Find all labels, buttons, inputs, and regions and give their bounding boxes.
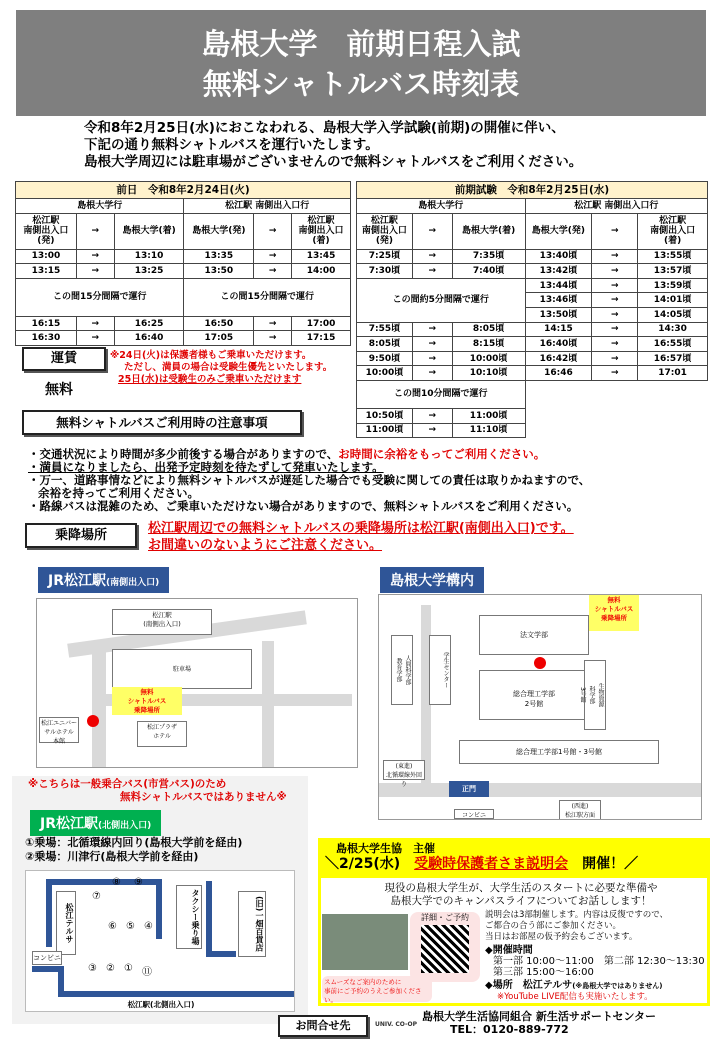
table-row: [357, 278, 708, 293]
text: (北側出入口): [98, 821, 152, 831]
text: 16:40頃: [525, 337, 592, 352]
page-header: [16, 10, 706, 116]
department-store: (旧)一畑百貨店: [238, 891, 266, 957]
table-row: [16, 264, 351, 279]
text: 16:42頃: [525, 351, 592, 366]
shuttle-stop-marker-icon: [534, 657, 546, 669]
text: 13:59頃: [638, 278, 708, 293]
fare-notes: [110, 350, 332, 386]
text: 13:35: [184, 249, 254, 264]
table-row: [357, 249, 708, 264]
text: →: [412, 423, 452, 438]
table-header: 松江駅 南側出入口行: [525, 199, 707, 214]
main-gate: 正門: [449, 781, 489, 797]
text: 13:46頃: [525, 293, 592, 308]
interval-note: この間約5分間隔で運行: [357, 278, 526, 322]
intro-line: 令和8年2月25日(水)におこなわれる、島根大学入学試験(前期)の開催に伴い、: [84, 120, 565, 136]
stop-number: ③: [88, 963, 97, 974]
text: ・万一、道路事情などにより無料シャトルバスが遅延した場合でも受験に関しての責任は取りかねますので、: [28, 473, 591, 487]
text: 13:57頃: [638, 264, 708, 279]
convenience-store: コンビニ: [454, 809, 494, 819]
text: 13:55頃: [638, 249, 708, 264]
text: →: [76, 249, 114, 264]
text: 13:10: [114, 249, 184, 264]
text: →: [412, 408, 452, 423]
intro-line: 島根大学周辺には駐車場がございませんので無料シャトルバスをご利用ください。: [84, 154, 583, 170]
timetable-exam-day: [356, 181, 708, 438]
text: ※こちらは一般乗合バス(市営バス)のため: [28, 778, 227, 790]
interval-note: この間15分間隔で運行: [16, 278, 184, 316]
col-header: 島根大学(発): [184, 213, 254, 249]
col-header: 島根大学(発): [525, 213, 592, 249]
coop-logo: UNIV. CO-OP: [375, 1021, 417, 1028]
text: 7:30頃: [357, 264, 413, 279]
text: お時間に余裕をもってご利用ください。: [338, 447, 546, 461]
taxi-stand: タクシー乗り場: [176, 885, 202, 949]
hotel: 松江プラザ ホテル: [137, 721, 187, 747]
col-header: →: [254, 213, 292, 249]
text: 現役の島根大学生が、大学生活のスタートに必要な準備や: [384, 882, 658, 894]
text: 14:00: [292, 264, 351, 279]
text: 16:30: [16, 331, 77, 346]
text: 16:57頃: [638, 351, 708, 366]
text: →: [76, 264, 114, 279]
stop-number: ①: [124, 963, 133, 974]
text: ※24日(火)は保護者様もご乗車いただけます。: [110, 350, 312, 361]
text: 10:00頃: [452, 351, 525, 366]
text: ご都合の合う部にご参加ください。: [485, 921, 622, 931]
contact-tel: TEL：0120-889-772: [450, 1023, 569, 1036]
qr-code-icon[interactable]: [421, 925, 469, 973]
col-header: →: [76, 213, 114, 249]
text: 17:05: [184, 331, 254, 346]
table-row: [16, 249, 351, 264]
text: 16:15: [16, 316, 77, 331]
text: 第一部 10:00～11:00 第二部 12:30～13:30: [493, 956, 705, 967]
text: JR松江駅: [48, 573, 106, 589]
text: 開催！／: [582, 856, 639, 872]
col-header: 松江駅 南側出入口 (発): [357, 213, 413, 249]
hotel: 松江ユニバー サルホテル 本館: [39, 717, 79, 743]
table-cell: [525, 423, 707, 438]
col-header: 松江駅 南側出入口 (着): [292, 213, 351, 249]
shuttle-stop-label: 無料 シャトルバス 乗降場所: [589, 595, 639, 631]
text: 8:05頃: [357, 337, 413, 352]
interval-note: この間15分間隔で運行: [184, 278, 351, 316]
text: お間違いのないようにご注意ください。: [148, 538, 383, 553]
table-row: [357, 264, 708, 279]
stop-label: 乗降場所: [25, 523, 137, 548]
qr-label: 詳細・ご予約: [421, 913, 469, 922]
text: 島根大学生協: [336, 842, 402, 855]
text: 14:05頃: [638, 307, 708, 322]
text: 8:15頃: [452, 337, 525, 352]
shuttle-stop-label: 無料 シャトルバス 乗降場所: [112, 687, 182, 715]
timetable-prev-day: [15, 181, 351, 346]
text: (※島根大学ではありません): [572, 982, 663, 990]
text: →: [412, 337, 452, 352]
table-caption: 前期試験 令和8年2月25日(水): [357, 182, 708, 199]
table-row: [357, 351, 708, 366]
bus-route: (西進) 松江駅方面: [559, 800, 601, 820]
text: 13:42頃: [525, 264, 592, 279]
station-label: 松江駅(北側出入口): [127, 1000, 195, 1009]
terrsa-building: 松江テルサ: [56, 891, 76, 955]
text: →: [592, 264, 638, 279]
text: →: [592, 293, 638, 308]
text: →: [592, 366, 638, 381]
text: 16:40: [114, 331, 184, 346]
col-header: 島根大学(着): [114, 213, 184, 249]
text: 松江駅周辺での無料シャトルバスの乗降場所は松江駅(南側出入口)です。: [148, 521, 574, 536]
text: JR松江駅: [40, 816, 98, 832]
map1-title: [38, 567, 169, 593]
text: →: [412, 322, 452, 337]
text: ◆場所 松江テルサ: [485, 980, 573, 991]
stop-text: [148, 520, 574, 554]
text: 16:46: [525, 366, 592, 381]
caution-title: 無料シャトルバスご利用時の注意事項: [22, 410, 302, 435]
text: 13:00: [16, 249, 77, 264]
text: 13:40頃: [525, 249, 592, 264]
text: →: [412, 264, 452, 279]
text: →: [592, 307, 638, 322]
table-header: 松江駅 南側出入口行: [184, 199, 351, 214]
text: ◆開催時間: [485, 945, 533, 956]
table-cell: [525, 408, 707, 423]
text: 7:25頃: [357, 249, 413, 264]
text: ※YouTube LIVE配信も実施いたします。: [497, 992, 653, 1002]
text: 10:50頃: [357, 408, 413, 423]
text: 7:40頃: [452, 264, 525, 279]
text: 13:15: [16, 264, 77, 279]
text: →: [412, 249, 452, 264]
bus-stop-list: [25, 836, 242, 864]
bus-route: (東進) 北循環線外回り: [383, 760, 425, 780]
text: (南側出入口): [106, 578, 160, 588]
table-row: [16, 316, 351, 331]
table-row: [357, 366, 708, 381]
stop-number: ⑨: [134, 877, 143, 888]
text: 25日(水)は受験生のみご乗車いただけます: [118, 374, 302, 385]
text: 7:55頃: [357, 322, 413, 337]
table-caption: 前日 令和8年2月24日(火): [16, 182, 351, 199]
building: 学生センター: [429, 635, 451, 705]
text: 13:25: [114, 264, 184, 279]
coop-desc: [346, 882, 696, 908]
shuttle-stop-marker-icon: [87, 715, 99, 727]
text: 8:05頃: [452, 322, 525, 337]
contact-info: [422, 1010, 656, 1036]
text: →: [592, 351, 638, 366]
header-title-1: 島根大学 前期日程入試: [201, 27, 521, 61]
stop-number: ⑦: [92, 891, 101, 902]
text: →: [254, 264, 292, 279]
table-row: [357, 408, 708, 423]
text: 島根大学生活協同組合 新生活サポートセンター: [422, 1010, 657, 1023]
reservation-bubble: スムーズなご案内のために 事前にご予約のうえご参加ください。: [322, 976, 432, 1002]
text: 余裕を持ってご利用ください。: [38, 486, 199, 500]
text: →: [254, 331, 292, 346]
text: 14:01頃: [638, 293, 708, 308]
text: 17:00: [292, 316, 351, 331]
text: 13:44頃: [525, 278, 592, 293]
stop-number: ②: [106, 963, 115, 974]
text: ＼2/25(水): [325, 856, 401, 872]
public-bus-note: [28, 778, 287, 804]
col-header: 島根大学(着): [452, 213, 525, 249]
qr-box[interactable]: [410, 912, 480, 982]
intro-text: [84, 120, 714, 171]
caution-notes: [28, 448, 708, 513]
header-title-2: 無料シャトルバス時刻表: [202, 67, 520, 101]
text: 13:45: [292, 249, 351, 264]
building: 総合理工学部1号館・3号館: [459, 740, 659, 764]
building: 法文学部: [479, 615, 589, 655]
stop-number: ⑧: [112, 877, 121, 888]
text: 11:10頃: [452, 423, 525, 438]
table-header: 島根大学行: [357, 199, 526, 214]
stop-number: ⑪: [142, 967, 152, 978]
building: 総合理工学部 2号館: [479, 670, 589, 720]
text: →: [592, 278, 638, 293]
building: 人間科学部 教育学部: [391, 635, 413, 705]
col-header: 松江駅 南側出入口 (発): [16, 213, 77, 249]
text: 16:50: [184, 316, 254, 331]
text: 受験時保護者さま説明会: [414, 856, 569, 872]
fare-label: 運賃: [22, 347, 106, 371]
text: 11:00頃: [357, 423, 413, 438]
parking: 駐車場: [112, 649, 252, 689]
text: 11:00頃: [452, 408, 525, 423]
table-header: 島根大学行: [16, 199, 184, 214]
col-header: →: [592, 213, 638, 249]
table-row: [16, 331, 351, 346]
table-row: [357, 423, 708, 438]
text: →: [412, 351, 452, 366]
building: 生物資源 科学部 3号館: [584, 660, 606, 730]
text: 当日はお部屋の仮予約会もございます。: [485, 932, 638, 942]
seminar-photo: [322, 914, 408, 970]
text: →: [76, 316, 114, 331]
text: 7:35頃: [452, 249, 525, 264]
text: ・満員になりましたら、出発予定時刻を待たずして発車いたします。: [28, 460, 384, 474]
text: ②乗場：川津行(島根大学前を経由): [25, 850, 199, 863]
map2-title: 島根大学構内: [380, 567, 484, 593]
text: 9:50頃: [357, 351, 413, 366]
text: 10:00頃: [357, 366, 413, 381]
coop-schedule: [485, 910, 705, 1003]
table-row: [357, 337, 708, 352]
interval-note: この間10分間隔で運行: [357, 380, 526, 408]
fare-value: 無料: [45, 382, 73, 398]
map-matsue-south: [36, 598, 358, 768]
map-university: [378, 594, 702, 820]
stop-number: ④: [144, 921, 153, 932]
text: 第三部 15:00～16:00: [493, 967, 594, 978]
map-matsue-north: [25, 870, 295, 1012]
stop-number: ⑤: [126, 921, 135, 932]
map3-title: [30, 810, 161, 836]
text: 17:15: [292, 331, 351, 346]
text: 13:50頃: [525, 307, 592, 322]
col-header: 松江駅 南側出入口 (着): [638, 213, 708, 249]
station-building: 松江駅 (南側出入口): [112, 609, 212, 635]
text: 16:25: [114, 316, 184, 331]
table-cell: [525, 380, 707, 408]
col-header: →: [412, 213, 452, 249]
text: ・交通状況により時間が多少前後する場合がありますので、: [28, 447, 339, 461]
text: 14:15: [525, 322, 592, 337]
text: →: [412, 366, 452, 381]
text: 13:50: [184, 264, 254, 279]
text: →: [254, 249, 292, 264]
coop-event: [325, 853, 638, 873]
text: 16:55頃: [638, 337, 708, 352]
text: 17:01: [638, 366, 708, 381]
text: 主催: [413, 842, 435, 855]
text: →: [592, 249, 638, 264]
text: →: [76, 331, 114, 346]
text: ・路線バスは混雑のため、ご乗車いただけない場合がありますので、無料シャトルバスをご利用ください。: [28, 499, 579, 513]
text: 14:30: [638, 322, 708, 337]
text: 島根大学でのキャンパスライフについてお話しします！: [390, 895, 652, 907]
text: →: [254, 316, 292, 331]
text: →: [592, 322, 638, 337]
contact-label: お問合せ先: [278, 1015, 368, 1037]
intro-line: 下記の通り無料シャトルバスを運行いたします。: [84, 137, 379, 153]
text: 説明会は3部制催します。内容は反復ですので、: [485, 910, 669, 920]
stop-number: ⑥: [108, 921, 117, 932]
text: 10:10頃: [452, 366, 525, 381]
convenience-store: コンビニ: [32, 951, 62, 965]
text: →: [592, 337, 638, 352]
table-row: [357, 322, 708, 337]
text: 無料シャトルバスではありません※: [120, 791, 287, 803]
text: ①乗場：北循環線内回り(島根大学前を経由): [25, 836, 243, 849]
text: ただし、満員の場合は受験生優先といたします。: [124, 362, 333, 373]
